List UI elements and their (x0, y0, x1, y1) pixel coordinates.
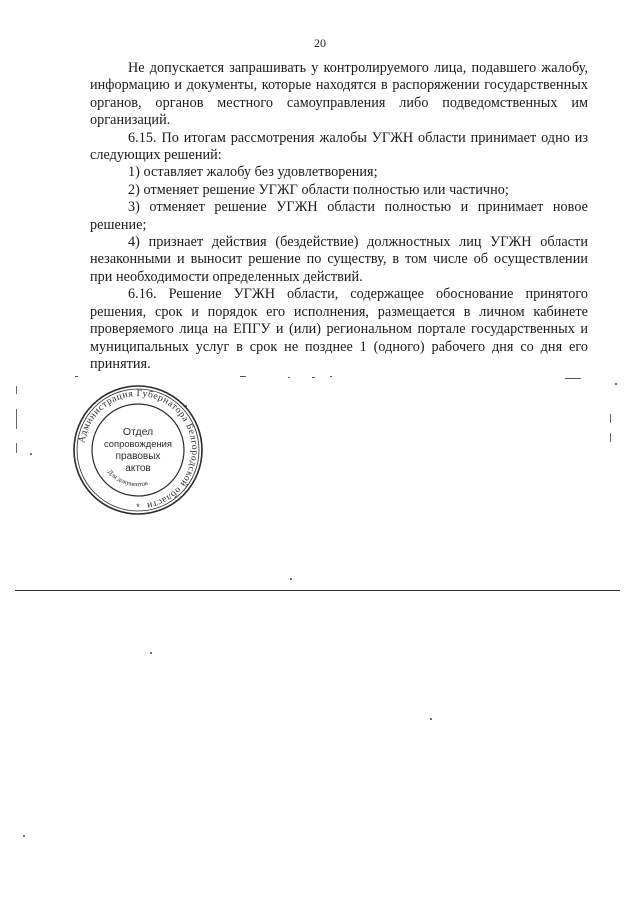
scan-artifact (330, 376, 332, 377)
list-item: 3) отменяет решение УГЖН области полностью и принимает новое решение; (90, 199, 588, 233)
scan-artifact (16, 409, 17, 429)
scan-artifact (610, 414, 611, 423)
stamp-outer-ring (74, 386, 202, 514)
list-item: 4) признает действия (бездействие) должностных лиц УГЖН области незаконными и выносит решение по существу, в том числе об осуществлении при необходимости определенных действий. (90, 234, 588, 285)
official-stamp (71, 383, 205, 517)
paragraph: 6.15. По итогам рассмотрения жалобы УГЖН области принимает одно из следующих решений: (90, 129, 588, 164)
scan-artifact (240, 376, 246, 377)
scan-artifact (23, 835, 25, 837)
paragraph: Не допускается запрашивать у контролируемого лица, подавшего жалобу, информацию и документы, которые находятся в распоряжении государственных органов, органов местного самоуправления либо подведомственных им организаций. (90, 60, 588, 129)
document-body (90, 60, 588, 373)
stamp-line-3: правовых (115, 451, 161, 462)
scan-artifact (16, 386, 17, 394)
stamp-inner-arc-text: Для документов (106, 468, 149, 489)
scan-artifact (30, 453, 32, 455)
stamp-line-4: актов (125, 463, 151, 474)
scan-artifact (75, 376, 78, 377)
paragraph: 6.16. Решение УГЖН области, содержащее обоснование принятого решения, срок и порядок его исполнения, размещается в личном кабинете проверяемого лица на ЕПГУ и (или) региональном портале государственных и муниципальных услуг в срок не позднее 1 (одного) рабочего дня со дня его принятия. (90, 286, 588, 372)
scan-artifact (185, 405, 187, 407)
scan-artifact (615, 383, 617, 385)
stamp-line-1: Отдел (122, 426, 154, 438)
stamp-outer-text: Администрация Губернатора Белгородской области (76, 387, 201, 512)
list-item: 2) отменяет решение УГЖГ области полностью или частично; (128, 181, 509, 198)
horizontal-rule (15, 590, 620, 591)
scan-artifact (430, 718, 432, 720)
scan-artifact (290, 578, 292, 580)
scan-artifact (16, 443, 17, 453)
scan-artifact (150, 652, 152, 654)
stamp-star: * (136, 502, 140, 512)
scan-artifact (288, 377, 290, 378)
scan-artifact (312, 377, 315, 378)
stamp-line-2: сопровождения (104, 438, 172, 449)
page-number: 20 (314, 36, 326, 50)
stamp-graphic (71, 383, 205, 517)
scan-artifact (565, 378, 581, 379)
list-item: 1) оставляет жалобу без удовлетворения; (128, 164, 378, 181)
scan-artifact (610, 433, 611, 442)
